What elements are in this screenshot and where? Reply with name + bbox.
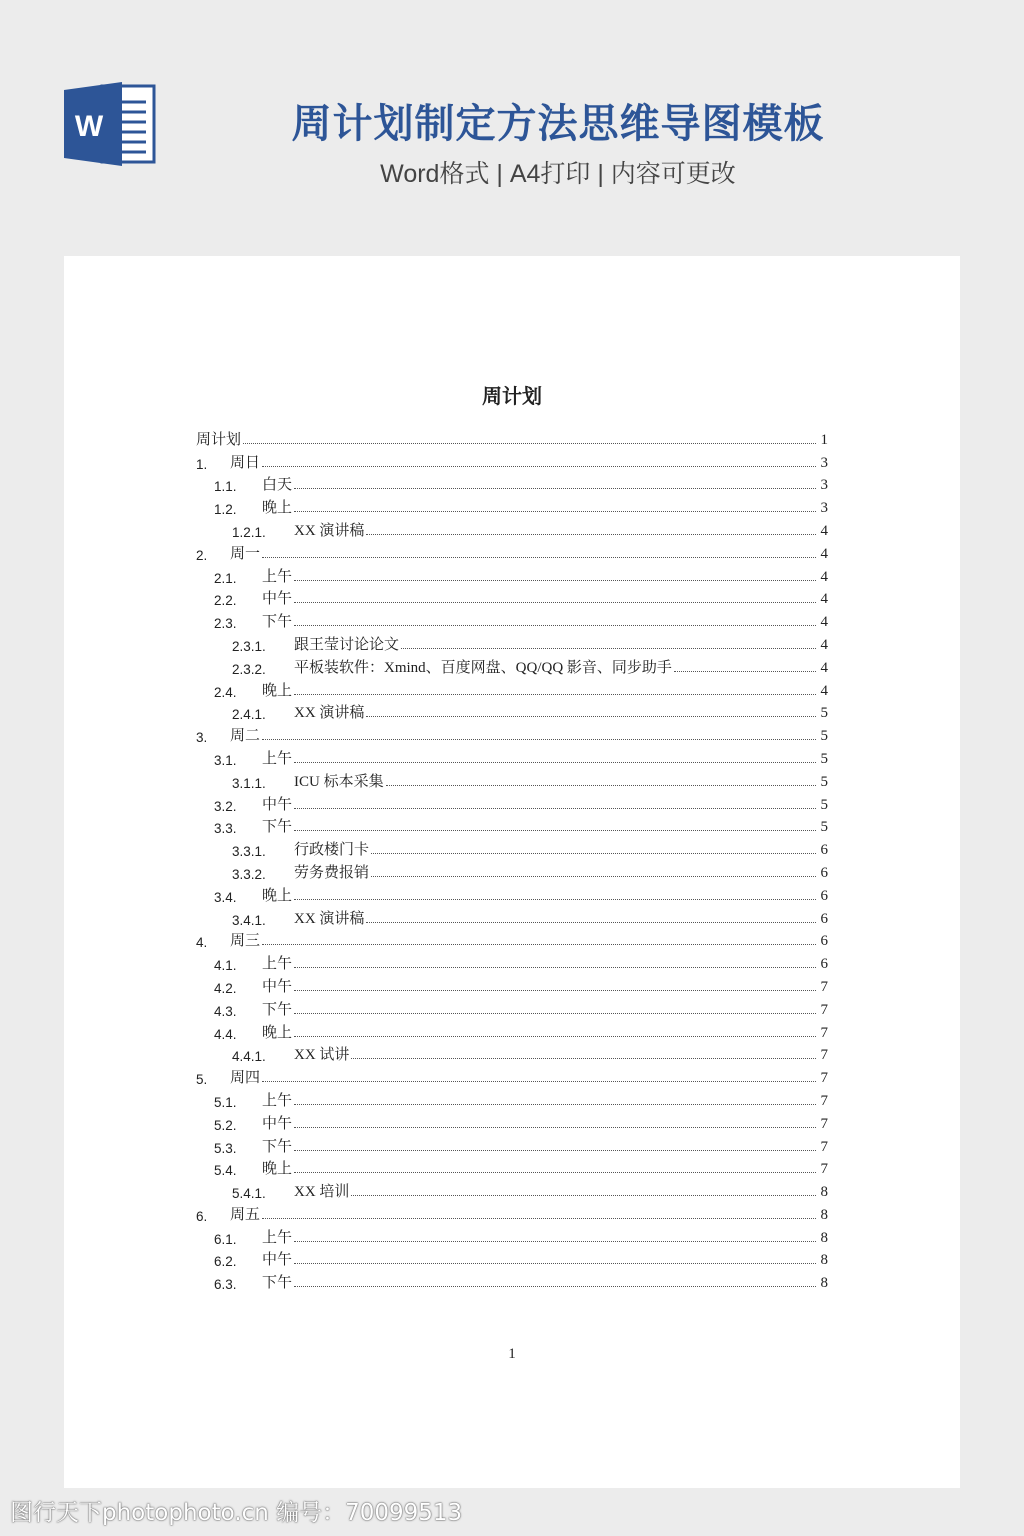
toc-entry-number: 5.4.1. <box>232 1186 266 1202</box>
toc-entry-text: 晚上 <box>262 682 293 699</box>
toc-entry-number: 6.2. <box>214 1254 237 1270</box>
toc-dot-leader <box>294 1127 816 1128</box>
toc-entry[interactable] <box>196 1201 828 1224</box>
toc-dot-leader <box>243 443 816 444</box>
toc-entry-text: 下午 <box>262 819 293 836</box>
toc-dot-leader <box>294 1150 816 1151</box>
toc-entry-number: 3.3.1. <box>232 844 266 860</box>
toc-entry-page: 7 <box>820 1001 828 1018</box>
toc-dot-leader <box>371 876 816 877</box>
toc-entry-page: 4 <box>820 568 828 585</box>
toc-entry-number: 6.1. <box>214 1231 237 1247</box>
toc-entry-page: 7 <box>820 978 828 995</box>
toc-entry-page: 4 <box>820 591 828 608</box>
toc-dot-leader <box>294 762 816 763</box>
banner-title: 周计划制定方法思维导图模板 <box>291 102 825 146</box>
toc-dot-leader <box>262 557 816 558</box>
toc-entry-page: 8 <box>820 1184 828 1201</box>
toc-entry-text: 下午 <box>262 1275 293 1292</box>
toc-entry-number: 4.3. <box>214 1003 237 1019</box>
toc-entry-page: 7 <box>820 1070 828 1087</box>
toc-entry-page: 5 <box>820 819 828 836</box>
toc-dot-leader <box>294 1104 816 1105</box>
toc-entry[interactable] <box>196 426 828 449</box>
toc-entry-text: 周五 <box>230 1206 261 1223</box>
toc-dot-leader <box>351 1058 816 1059</box>
toc-entry-text: XX 演讲稿 <box>294 910 365 927</box>
toc-entry-page: 3 <box>820 500 828 517</box>
page-number: 1 <box>508 1346 516 1362</box>
toc-dot-leader <box>262 944 816 945</box>
toc-entry-text: 周三 <box>230 933 261 950</box>
toc-entry-number: 1.2. <box>214 502 237 518</box>
toc-entry-page: 7 <box>820 1161 828 1178</box>
toc-dot-leader <box>294 580 816 581</box>
toc-entry-text: 下午 <box>262 1138 293 1155</box>
toc-entry-number: 2.2. <box>214 593 237 609</box>
toc-dot-leader <box>294 1263 816 1264</box>
toc-dot-leader <box>294 1172 816 1173</box>
toc-entry-page: 6 <box>820 842 828 859</box>
toc-entry-page: 4 <box>820 636 828 653</box>
toc-dot-leader <box>294 488 816 489</box>
toc-dot-leader <box>262 466 816 467</box>
toc-entry-number: 4. <box>196 935 208 951</box>
toc-entry[interactable] <box>196 1087 828 1110</box>
banner <box>0 0 1024 256</box>
toc-entry[interactable] <box>196 1133 828 1156</box>
toc-entry-text: 周一 <box>230 545 261 562</box>
toc-entry-page: 6 <box>820 864 828 881</box>
toc-entry-number: 5.4. <box>214 1163 237 1179</box>
toc-entry-number: 3.4.1. <box>232 912 266 928</box>
toc-entry-number: 6. <box>196 1208 208 1224</box>
toc-entry[interactable] <box>196 1064 828 1087</box>
svg-text:W: W <box>74 110 104 143</box>
toc-dot-leader <box>294 694 816 695</box>
toc-entry-text: 周计划 <box>196 431 242 448</box>
toc-entry[interactable] <box>196 1156 828 1179</box>
toc-entry-page: 5 <box>820 750 828 767</box>
toc-entry[interactable] <box>196 677 828 700</box>
toc-entry[interactable] <box>196 517 828 540</box>
toc-entry-text: 中午 <box>262 591 293 608</box>
toc-entry[interactable] <box>196 631 828 654</box>
toc-entry-text: 上午 <box>262 956 293 973</box>
toc-entry-number: 4.1. <box>214 958 237 974</box>
toc-entry-number: 2.3.1. <box>232 638 266 654</box>
toc-entry-number: 4.2. <box>214 980 237 996</box>
toc-entry[interactable] <box>196 1110 828 1133</box>
toc-entry-text: ICU 标本采集 <box>294 773 384 790</box>
toc-entry-text: 晚上 <box>262 1161 293 1178</box>
toc-dot-leader <box>386 785 816 786</box>
toc-dot-leader <box>351 1195 816 1196</box>
toc-entry-page: 8 <box>820 1229 828 1246</box>
toc-entry-number: 3.2. <box>214 798 237 814</box>
toc-entry-number: 3.3.2. <box>232 866 266 882</box>
toc-entry-number: 1. <box>196 456 208 472</box>
toc-entry-number: 2.4.1. <box>232 707 266 723</box>
toc-entry-page: 7 <box>820 1092 828 1109</box>
toc-entry[interactable] <box>196 1019 828 1042</box>
toc-dot-leader <box>294 1013 816 1014</box>
toc-entry-number: 1.1. <box>214 479 237 495</box>
toc-entry-number: 5.2. <box>214 1117 237 1133</box>
toc-dot-leader <box>262 1081 816 1082</box>
toc-dot-leader <box>294 967 816 968</box>
toc-entry-text: 周日 <box>230 454 261 471</box>
toc-entry-text: 劳务费报销 <box>294 864 370 881</box>
toc-dot-leader <box>294 808 816 809</box>
toc-dot-leader <box>262 739 816 740</box>
toc-entry-page: 5 <box>820 796 828 813</box>
toc-entry[interactable] <box>196 996 828 1019</box>
toc-dot-leader <box>366 534 816 535</box>
toc-entry[interactable] <box>196 472 828 495</box>
toc-entry-text: 周四 <box>230 1070 261 1087</box>
banner-subtitle: Word格式 | A4打印 | 内容可更改 <box>380 160 736 188</box>
toc-entry-page: 7 <box>820 1138 828 1155</box>
toc-entry-text: 平板装软件：Xmind、百度网盘、QQ/QQ 影音、同步助手 <box>294 659 672 676</box>
toc-entry[interactable] <box>196 859 828 882</box>
toc-entry-text: 晚上 <box>262 500 293 517</box>
toc-dot-leader <box>294 1241 816 1242</box>
toc-entry[interactable] <box>196 1224 828 1247</box>
toc-entry-page: 5 <box>820 773 828 790</box>
toc-dot-leader <box>294 990 816 991</box>
toc-entry-text: 周二 <box>230 728 261 745</box>
toc-entry-number: 2.4. <box>214 684 237 700</box>
toc-entry-text: 晚上 <box>262 887 293 904</box>
toc-dot-leader <box>366 922 816 923</box>
toc-entry[interactable] <box>196 449 828 472</box>
toc-entry-page: 6 <box>820 933 828 950</box>
toc-entry-text: XX 演讲稿 <box>294 705 365 722</box>
toc-entry[interactable] <box>196 1042 828 1065</box>
toc-dot-leader <box>401 648 816 649</box>
toc-entry-page: 8 <box>820 1252 828 1269</box>
toc-entry[interactable] <box>196 745 828 768</box>
toc-entry[interactable] <box>196 563 828 586</box>
toc-entry-text: 跟王莹讨论论文 <box>294 636 400 653</box>
toc-entry-text: 下午 <box>262 1001 293 1018</box>
toc-dot-leader <box>371 853 816 854</box>
toc-entry-page: 5 <box>820 728 828 745</box>
toc-entry-page: 7 <box>820 1047 828 1064</box>
toc-entry-number: 2.1. <box>214 570 237 586</box>
toc-entry-number: 2.3. <box>214 616 237 632</box>
toc-entry-text: XX 培训 <box>294 1184 350 1201</box>
document-page <box>64 256 960 1488</box>
toc-entry-text: 上午 <box>262 750 293 767</box>
toc-entry-number: 3.1. <box>214 752 237 768</box>
toc-entry[interactable] <box>196 654 828 677</box>
toc-entry-page: 3 <box>820 454 828 471</box>
document-title: 周计划 <box>482 386 542 408</box>
toc-entry[interactable] <box>196 722 828 745</box>
toc-dot-leader <box>294 1286 816 1287</box>
toc-entry-number: 5. <box>196 1072 208 1088</box>
toc-entry-number: 5.1. <box>214 1094 237 1110</box>
toc-entry[interactable] <box>196 1247 828 1270</box>
toc-entry-text: 上午 <box>262 1229 293 1246</box>
toc-entry[interactable] <box>196 905 828 928</box>
toc-entry-number: 3.1.1. <box>232 775 266 791</box>
toc-entry[interactable] <box>196 540 828 563</box>
toc-dot-leader <box>294 511 816 512</box>
table-of-contents <box>196 426 828 1292</box>
toc-dot-leader <box>366 716 816 717</box>
toc-entry-page: 1 <box>820 431 828 448</box>
toc-entry[interactable] <box>196 700 828 723</box>
toc-entry-text: 中午 <box>262 796 293 813</box>
toc-entry-text: XX 演讲稿 <box>294 522 365 539</box>
toc-dot-leader <box>294 602 816 603</box>
toc-entry-text: 上午 <box>262 1092 293 1109</box>
toc-entry-page: 6 <box>820 887 828 904</box>
toc-entry-number: 5.3. <box>214 1140 237 1156</box>
toc-entry-number: 2.3.2. <box>232 661 266 677</box>
toc-entry[interactable] <box>196 791 828 814</box>
toc-entry[interactable] <box>196 928 828 951</box>
toc-entry-text: 中午 <box>262 978 293 995</box>
toc-dot-leader <box>294 625 816 626</box>
toc-dot-leader <box>294 1036 816 1037</box>
toc-dot-leader <box>294 899 816 900</box>
toc-entry-page: 3 <box>820 477 828 494</box>
toc-entry-number: 3. <box>196 730 208 746</box>
toc-entry[interactable] <box>196 494 828 517</box>
toc-entry-number: 6.3. <box>214 1277 237 1293</box>
toc-entry-number: 4.4.1. <box>232 1049 266 1065</box>
toc-entry[interactable] <box>196 836 828 859</box>
toc-entry-text: 上午 <box>262 568 293 585</box>
toc-entry[interactable] <box>196 950 828 973</box>
toc-entry-number: 3.3. <box>214 821 237 837</box>
toc-entry-text: 中午 <box>262 1115 293 1132</box>
toc-entry[interactable] <box>196 768 828 791</box>
toc-entry-number: 4.4. <box>214 1026 237 1042</box>
toc-entry-text: 行政楼门卡 <box>294 842 370 859</box>
toc-entry-page: 7 <box>820 1024 828 1041</box>
toc-entry[interactable] <box>196 586 828 609</box>
toc-entry-text: 中午 <box>262 1252 293 1269</box>
toc-entry-page: 4 <box>820 545 828 562</box>
toc-dot-leader <box>294 830 816 831</box>
toc-entry-number: 2. <box>196 547 208 563</box>
toc-entry[interactable] <box>196 608 828 631</box>
toc-entry-number: 1.2.1. <box>232 524 266 540</box>
toc-entry-text: 晚上 <box>262 1024 293 1041</box>
toc-entry[interactable] <box>196 814 828 837</box>
toc-entry-page: 6 <box>820 910 828 927</box>
toc-entry-page: 8 <box>820 1275 828 1292</box>
watermark: 图行天下photophoto.cn 编号：70099513 <box>10 1500 463 1526</box>
toc-entry[interactable] <box>196 973 828 996</box>
toc-entry[interactable] <box>196 1178 828 1201</box>
toc-entry-text: XX 试讲 <box>294 1047 350 1064</box>
toc-entry-page: 4 <box>820 614 828 631</box>
toc-entry-page: 4 <box>820 522 828 539</box>
toc-entry-page: 4 <box>820 682 828 699</box>
toc-entry-page: 5 <box>820 705 828 722</box>
toc-entry-number: 3.4. <box>214 889 237 905</box>
toc-entry[interactable] <box>196 1269 828 1292</box>
toc-dot-leader <box>674 671 816 672</box>
toc-entry-page: 6 <box>820 956 828 973</box>
toc-entry-text: 白天 <box>262 477 293 494</box>
toc-entry-text: 下午 <box>262 614 293 631</box>
toc-dot-leader <box>262 1218 816 1219</box>
word-doc-icon <box>64 82 156 166</box>
toc-entry-page: 8 <box>820 1206 828 1223</box>
toc-entry-page: 7 <box>820 1115 828 1132</box>
toc-entry[interactable] <box>196 882 828 905</box>
toc-entry-page: 4 <box>820 659 828 676</box>
